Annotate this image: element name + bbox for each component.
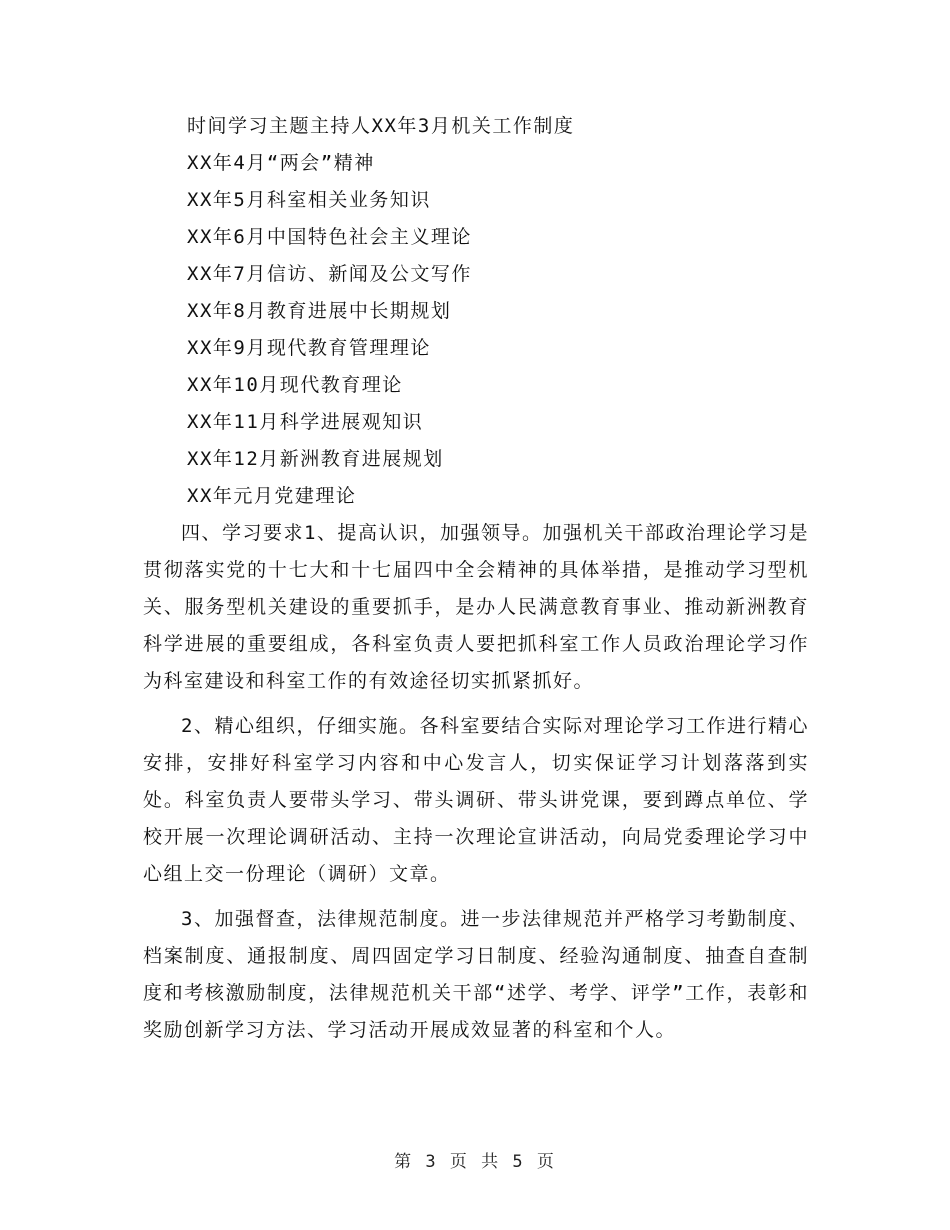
schedule-item: XX年11月科学进展观知识 [187,411,424,433]
schedule-item: XX年5月科室相关业务知识 [187,189,431,211]
schedule-item: 时间学习主题主持人XX年3月机关工作制度 [187,115,575,137]
page-number-footer: 第 3 页 共 5 页 [394,1152,556,1172]
requirement-paragraph: 四、学习要求1、提高认识，加强领导。加强机关干部政治理论学习是贯彻落实党的十七大和十七届四中全会精神的具体举措，是推动学习型机关、服务型机关建设的重要抓手，是办人民满意教育事业、推动新洲教育科学进展的重要组成，各科室负责人要把抓科室工作人员政治理论学习作为科室建设和科室工作的有效途径切实抓紧抓好。 [143,522,809,692]
study-schedule-list [187,108,827,515]
requirement-paragraph: 3、加强督查，法律规范制度。进一步法律规范并严格学习考勤制度、档案制度、通报制度、周四固定学习日制度、经验沟通制度、抽查自查制度和考核激励制度，法律规范机关干部“述学、考学、评学”工作，表彰和奖励创新学习方法、学习活动开展成效显著的科室和个人。 [143,908,809,1041]
schedule-item: XX年6月中国特色社会主义理论 [187,226,472,248]
schedule-item: XX年9月现代教育管理理论 [187,337,431,359]
schedule-item: XX年4月“两会”精神 [187,152,375,174]
requirement-paragraph: 2、精心组织，仔细实施。各科室要结合实际对理论学习工作进行精心安排，安排好科室学习内容和中心发言人，切实保证学习计划落落到实处。科室负责人要带头学习、带头调研、带头讲党课，要到蹲点单位、学校开展一次理论调研活动、主持一次理论宣讲活动，向局党委理论学习中心组上交一份理论（调研）文章。 [143,715,809,885]
study-requirements-section [143,515,809,1057]
schedule-item: XX年元月党建理论 [187,485,357,507]
schedule-item: XX年7月信访、新闻及公文写作 [187,263,472,285]
schedule-item: XX年10月现代教育理论 [187,374,403,396]
schedule-item: XX年8月教育进展中长期规划 [187,300,452,322]
schedule-item: XX年12月新洲教育进展规划 [187,448,444,470]
